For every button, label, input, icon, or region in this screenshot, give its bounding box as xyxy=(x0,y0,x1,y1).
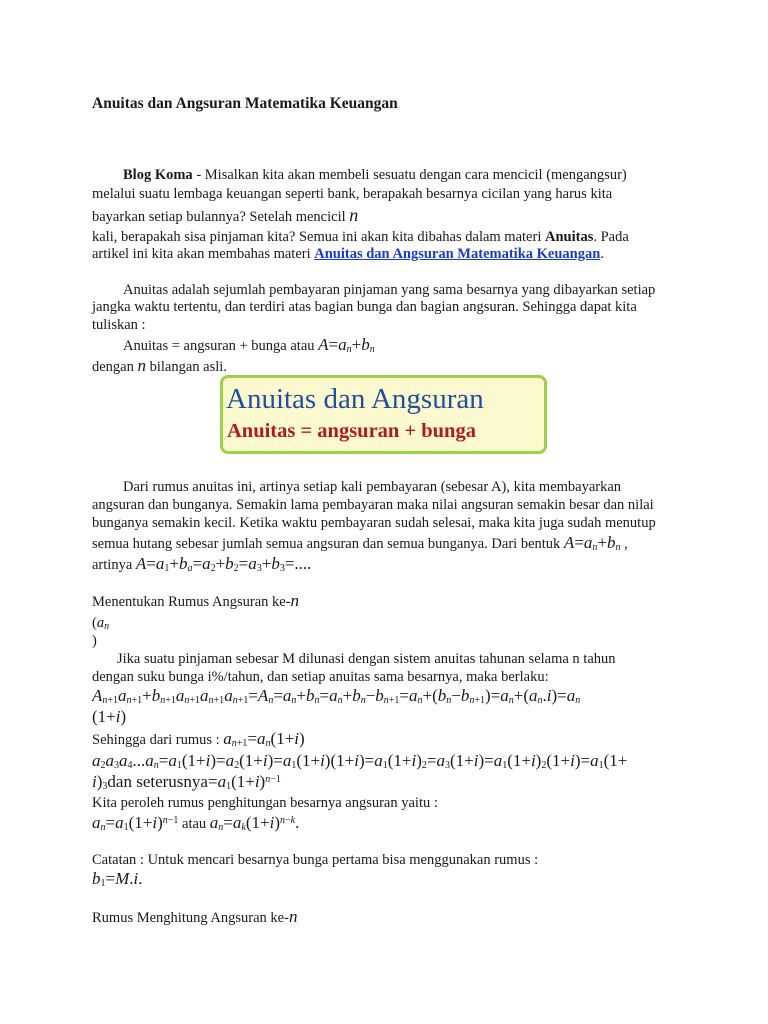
sehingga-line xyxy=(92,730,305,749)
blog-name: Blog Koma xyxy=(123,167,193,183)
paragraph-3-line-3: bunganya semakin kecil. Ketika waktu pembayaran sudah selesai, maka kita juga sudah menutup xyxy=(92,515,656,531)
math-var: n xyxy=(349,205,359,225)
paragraph-2-line-5 xyxy=(92,357,227,376)
page-title: Anuitas dan Angsuran Matematika Keuangan xyxy=(92,95,398,112)
formula-derivation-line-2: (1+i) xyxy=(92,707,127,726)
text: . Pada xyxy=(593,229,629,245)
text: . xyxy=(600,246,604,262)
text: bayarkan setiap bulannya? Setelah mencicil xyxy=(92,209,350,225)
kita-peroleh-line: Kita peroleh rumus penghitungan besarnya angsuran yaitu : xyxy=(92,795,438,811)
section-heading-angsuran xyxy=(92,592,299,611)
paragraph-1-line-4 xyxy=(92,228,629,246)
formula-chain-line-1: $a_2a_3a_4...a_n=a_1(1+i)=a_2(1+i)=a_1(1+i)(1+i)=a_1(1+i)_2=a_3(1+i)=a_1(1+i)_2(1+i)=a_1(1+$ xyxy=(92,751,628,771)
paragraph-1-line-1 xyxy=(123,166,627,184)
article-link[interactable]: Anuitas dan Angsuran Matematika Keuangan xyxy=(314,246,601,262)
banner-subtitle: Anuitas = angsuran + bunga xyxy=(227,420,476,442)
formula-chain-line-2: $i)_3dan$ $seterusnya=a_1(1+i)^{n-1}$ xyxy=(92,772,281,792)
paragraph-1-line-5 xyxy=(92,245,604,263)
paragraph-2-line-4 xyxy=(123,336,375,355)
banner-title: Anuitas dan Angsuran xyxy=(226,383,484,415)
text: semua hutang sebesar jumlah semua angsuran dan semua bunganya. Dari bentuk xyxy=(92,536,564,552)
paragraph-1-line-2: melalui suatu lembaga keuangan seperti bank, berapakah besarnya cicilan yang harus kita xyxy=(92,186,613,202)
text: Rumus Menghitung Angsuran ke- xyxy=(92,910,289,926)
formula-bunga-pertama: $b_1=M.i$. xyxy=(92,869,143,889)
paragraph-3-line-1: Dari rumus anuitas ini, artinya setiap kali pembayaran (sebesar A), kita membayarkan xyxy=(123,479,622,495)
math-var: n xyxy=(290,591,300,610)
math-an-open: ($a_n$ xyxy=(92,615,110,632)
text: Menentukan Rumus Angsuran ke- xyxy=(92,594,291,610)
text: dengan xyxy=(92,359,138,375)
catatan-line: Catatan : Untuk mencari besarnya bunga pertama bisa menggunakan rumus : xyxy=(92,852,539,868)
formula-bentuk: $A=a_n+b_n$ xyxy=(563,533,621,553)
math-var: n xyxy=(288,907,298,926)
paragraph-3-line-5 xyxy=(92,555,311,574)
text: atau xyxy=(178,816,210,832)
section-line-1: Jika suatu pinjaman sebesar M dilunasi dengan sistem anuitas tahunan selama n tahun xyxy=(117,651,616,667)
math-close-paren: ) xyxy=(92,633,97,649)
paragraph-2-line-1: Anuitas adalah sejumlah pembayaran pinjaman yang sama besarnya yang dibayarkan setiap xyxy=(123,282,656,298)
text: dan seterusnya xyxy=(107,772,208,791)
paragraph-3-line-4 xyxy=(92,534,628,553)
formula-angsuran-line xyxy=(92,814,299,833)
paragraph-2-line-3: tuliskan : xyxy=(92,317,146,333)
text: Anuitas = angsuran + bunga atau xyxy=(123,338,319,354)
anuitas-banner-image xyxy=(220,375,547,454)
formula-artinya: $A=a_1+b_a=a_2+b_2=a_3+b_3=$.... xyxy=(135,554,312,574)
math-var: n xyxy=(137,356,146,375)
formula-recurrence: $a_{n+1}=a_n(1+i)$ xyxy=(223,729,305,749)
section-line-2: dengan suku bunga i%/tahun, dan setiap anuitas sama besarnya, maka berlaku: xyxy=(92,669,549,685)
formula-an-ak: $a_n=a_k(1+i)^{n-k}$. xyxy=(209,813,300,833)
paragraph-1-line-3 xyxy=(92,206,358,226)
formula-anuitas: $A=a_n+b_n$ xyxy=(318,335,375,355)
section-heading-menghitung xyxy=(92,908,297,927)
text: Sehingga dari rumus : xyxy=(92,732,224,748)
text: artinya xyxy=(92,557,136,573)
text: artikel ini kita akan membahas materi xyxy=(92,246,315,262)
paragraph-2-line-2: jangka waktu tertentu, dan terdiri atas bagian bunga dan bagian angsuran. Sehingga dapat kita xyxy=(92,299,637,315)
text: , xyxy=(620,536,628,552)
text: bilangan asli. xyxy=(146,359,227,375)
text: kali, berapakah sisa pinjaman kita? Semua ini akan kita dibahas dalam materi xyxy=(92,229,545,245)
formula-an-a1: $a_n=a_1(1+i)^{n-1}$ xyxy=(92,813,179,833)
paragraph-3-line-2: angsuran dan bunganya. Semakin lama pembayaran maka nilai angsuran semakin besar dan nilai xyxy=(92,497,654,513)
bold-term: Anuitas xyxy=(544,229,594,245)
text: - Misalkan kita akan membeli sesuatu dengan cara mencicil (mengangsur) xyxy=(192,167,627,183)
formula-derivation-line-1: $A_{n+1}a_{n+1}+b_{n+1}a_{n+1}a_{n+1}a_{n+1}=A_n=a_n+b_n=a_n+b_n-b_{n+1}=a_n+(b_n-b_{n+1})=a_n+(a_n.i)=a_n$ xyxy=(92,686,581,706)
